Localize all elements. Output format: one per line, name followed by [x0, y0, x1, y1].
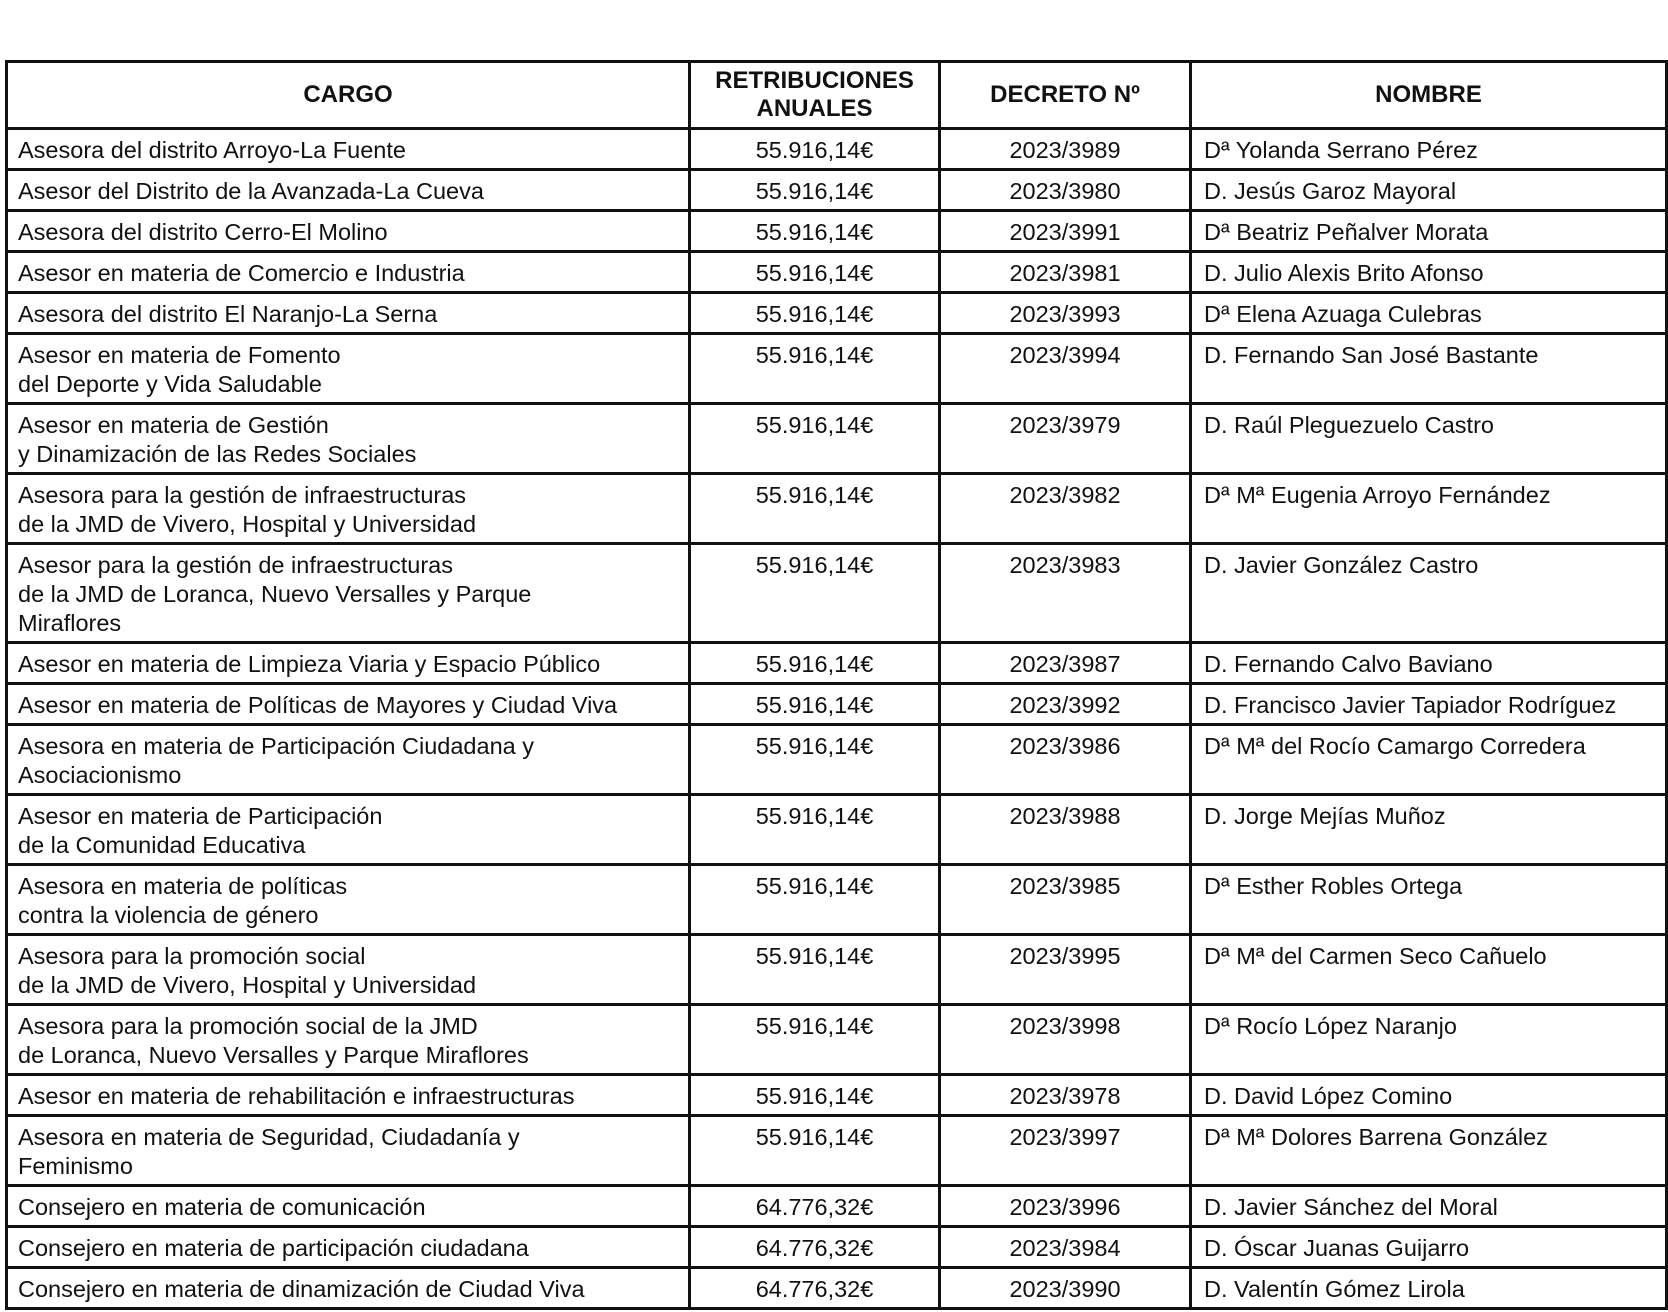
table-row: [7, 170, 1667, 211]
cell-retribucion: 64.776,32€: [690, 1227, 940, 1268]
cell-retribucion: 55.916,14€: [690, 1116, 940, 1186]
cell-nombre: D. Javier González Castro: [1191, 544, 1667, 643]
cell-retribucion: 55.916,14€: [690, 334, 940, 404]
cell-retribucion: 55.916,14€: [690, 684, 940, 725]
table-row: [7, 865, 1667, 935]
header-row: [7, 62, 1667, 129]
cell-retribucion: 55.916,14€: [690, 170, 940, 211]
cell-decreto: 2023/3987: [940, 643, 1191, 684]
cell-nombre: D. Julio Alexis Brito Afonso: [1191, 252, 1667, 293]
cell-nombre: Dª Mª del Carmen Seco Cañuelo: [1191, 935, 1667, 1005]
cell-decreto: 2023/3997: [940, 1116, 1191, 1186]
cell-cargo: Asesor del Distrito de la Avanzada-La Cueva: [7, 170, 690, 211]
cell-retribucion: 55.916,14€: [690, 1075, 940, 1116]
cell-cargo: Asesor en materia de Fomento del Deporte y Vida Saludable: [7, 334, 690, 404]
cell-decreto: 2023/3990: [940, 1268, 1191, 1309]
cell-decreto: 2023/3988: [940, 795, 1191, 865]
table-row: [7, 1268, 1667, 1309]
header-decreto: DECRETO Nº: [940, 62, 1191, 129]
cell-nombre: D. Raúl Pleguezuelo Castro: [1191, 404, 1667, 474]
table-row: [7, 643, 1667, 684]
cell-cargo: Asesor en materia de rehabilitación e infraestructuras: [7, 1075, 690, 1116]
cell-cargo: Consejero en materia de participación ciudadana: [7, 1227, 690, 1268]
cell-nombre: Dª Esther Robles Ortega: [1191, 865, 1667, 935]
cell-retribucion: 55.916,14€: [690, 211, 940, 252]
cell-decreto: 2023/3984: [940, 1227, 1191, 1268]
table-row: [7, 725, 1667, 795]
cell-decreto: 2023/3996: [940, 1186, 1191, 1227]
cell-decreto: 2023/3980: [940, 170, 1191, 211]
cell-cargo: Asesora en materia de políticas contra la violencia de género: [7, 865, 690, 935]
cell-nombre: D. Valentín Gómez Lirola: [1191, 1268, 1667, 1309]
cell-cargo: Asesora para la promoción social de la JMD de Vivero, Hospital y Universidad: [7, 935, 690, 1005]
table-row: [7, 252, 1667, 293]
cell-cargo: Asesora en materia de Seguridad, Ciudadanía y Feminismo: [7, 1116, 690, 1186]
table-row: [7, 129, 1667, 170]
cell-decreto: 2023/3993: [940, 293, 1191, 334]
cell-nombre: D. Óscar Juanas Guijarro: [1191, 1227, 1667, 1268]
table-row: [7, 795, 1667, 865]
table-row: [7, 1005, 1667, 1075]
cell-nombre: D. Francisco Javier Tapiador Rodríguez: [1191, 684, 1667, 725]
cell-nombre: Dª Mª Eugenia Arroyo Fernández: [1191, 474, 1667, 544]
cell-cargo: Asesora del distrito Cerro-El Molino: [7, 211, 690, 252]
asesores-table: [5, 60, 1668, 1310]
table-row: [7, 474, 1667, 544]
header-retribuciones: RETRIBUCIONES ANUALES: [690, 62, 940, 129]
cell-cargo: Asesor en materia de Gestión y Dinamización de las Redes Sociales: [7, 404, 690, 474]
table-row: [7, 935, 1667, 1005]
cell-nombre: Dª Elena Azuaga Culebras: [1191, 293, 1667, 334]
cell-nombre: D. Javier Sánchez del Moral: [1191, 1186, 1667, 1227]
table-row: [7, 334, 1667, 404]
cell-cargo: Asesora del distrito El Naranjo-La Serna: [7, 293, 690, 334]
cell-retribucion: 55.916,14€: [690, 935, 940, 1005]
cell-nombre: Dª Rocío López Naranjo: [1191, 1005, 1667, 1075]
cell-decreto: 2023/3979: [940, 404, 1191, 474]
cell-retribucion: 55.916,14€: [690, 643, 940, 684]
cell-cargo: Asesor en materia de Limpieza Viaria y Espacio Público: [7, 643, 690, 684]
cell-cargo: Asesor en materia de Participación de la Comunidad Educativa: [7, 795, 690, 865]
table-row: [7, 1227, 1667, 1268]
cell-retribucion: 55.916,14€: [690, 865, 940, 935]
header-nombre: NOMBRE: [1191, 62, 1667, 129]
cell-nombre: D. Jesús Garoz Mayoral: [1191, 170, 1667, 211]
cell-nombre: D. Fernando San José Bastante: [1191, 334, 1667, 404]
cell-cargo: Asesor en materia de Políticas de Mayores y Ciudad Viva: [7, 684, 690, 725]
cell-cargo: Asesor para la gestión de infraestructuras de la JMD de Loranca, Nuevo Versalles y Parque Miraflores: [7, 544, 690, 643]
cell-retribucion: 55.916,14€: [690, 404, 940, 474]
cell-decreto: 2023/3992: [940, 684, 1191, 725]
cell-decreto: 2023/3981: [940, 252, 1191, 293]
table-row: [7, 1186, 1667, 1227]
cell-nombre: Dª Beatriz Peñalver Morata: [1191, 211, 1667, 252]
cell-decreto: 2023/3991: [940, 211, 1191, 252]
cell-decreto: 2023/3995: [940, 935, 1191, 1005]
cell-decreto: 2023/3986: [940, 725, 1191, 795]
cell-cargo: Asesora del distrito Arroyo-La Fuente: [7, 129, 690, 170]
cell-decreto: 2023/3994: [940, 334, 1191, 404]
cell-nombre: D. David López Comino: [1191, 1075, 1667, 1116]
table-row: [7, 1116, 1667, 1186]
cell-retribucion: 55.916,14€: [690, 795, 940, 865]
cell-cargo: Consejero en materia de comunicación: [7, 1186, 690, 1227]
cell-decreto: 2023/3989: [940, 129, 1191, 170]
cell-nombre: Dª Yolanda Serrano Pérez: [1191, 129, 1667, 170]
cell-retribucion: 55.916,14€: [690, 544, 940, 643]
cell-retribucion: 55.916,14€: [690, 725, 940, 795]
cell-cargo: Asesora para la promoción social de la JMD de Loranca, Nuevo Versalles y Parque Miraflores: [7, 1005, 690, 1075]
cell-decreto: 2023/3983: [940, 544, 1191, 643]
table-row: [7, 293, 1667, 334]
cell-cargo: Asesor en materia de Comercio e Industria: [7, 252, 690, 293]
cell-retribucion: 64.776,32€: [690, 1268, 940, 1309]
table-row: [7, 684, 1667, 725]
cell-retribucion: 64.776,32€: [690, 1186, 940, 1227]
table-row: [7, 544, 1667, 643]
table-row: [7, 1075, 1667, 1116]
cell-nombre: D. Jorge Mejías Muñoz: [1191, 795, 1667, 865]
cell-nombre: Dª Mª Dolores Barrena González: [1191, 1116, 1667, 1186]
cell-retribucion: 55.916,14€: [690, 252, 940, 293]
cell-retribucion: 55.916,14€: [690, 474, 940, 544]
cell-decreto: 2023/3985: [940, 865, 1191, 935]
cell-retribucion: 55.916,14€: [690, 293, 940, 334]
table-row: [7, 211, 1667, 252]
cell-retribucion: 55.916,14€: [690, 129, 940, 170]
cell-cargo: Consejero en materia de dinamización de Ciudad Viva: [7, 1268, 690, 1309]
cell-decreto: 2023/3998: [940, 1005, 1191, 1075]
cell-nombre: Dª Mª del Rocío Camargo Corredera: [1191, 725, 1667, 795]
cell-cargo: Asesora para la gestión de infraestructuras de la JMD de Vivero, Hospital y Universidad: [7, 474, 690, 544]
cell-retribucion: 55.916,14€: [690, 1005, 940, 1075]
cell-decreto: 2023/3982: [940, 474, 1191, 544]
cell-decreto: 2023/3978: [940, 1075, 1191, 1116]
cell-nombre: D. Fernando Calvo Baviano: [1191, 643, 1667, 684]
table-row: [7, 404, 1667, 474]
cell-cargo: Asesora en materia de Participación Ciudadana y Asociacionismo: [7, 725, 690, 795]
header-cargo: CARGO: [7, 62, 690, 129]
